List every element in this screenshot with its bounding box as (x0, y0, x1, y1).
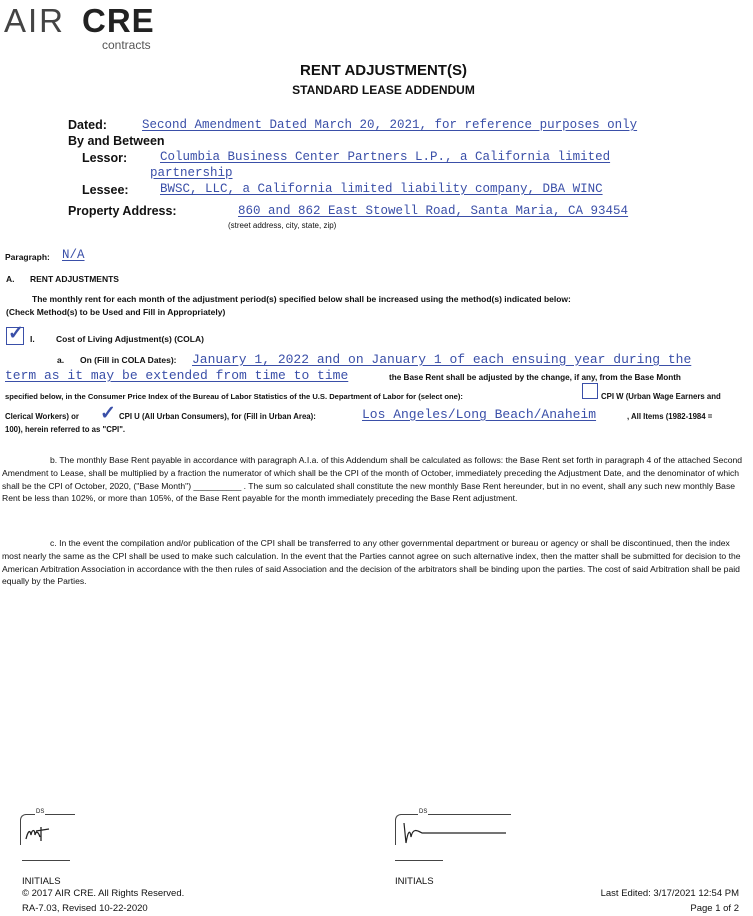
cpiw-checkbox[interactable] (582, 383, 598, 399)
initials-signature-right-icon (398, 817, 510, 847)
paragraph-field[interactable]: N/A (62, 248, 85, 262)
cola-a-text3: Clerical Workers) or (5, 412, 79, 421)
last-edited: Last Edited: 3/17/2021 12:54 PM (600, 888, 739, 899)
cola-c-paragraph: c. In the event the compilation and/or publication of the CPI shall be transferred to any other governmental department or bureau or agency or shall be discontinued, then the index most nearly the same as the CPI shall be used to make such calculation. In the event that the Parties cannot agree on such alternative index, then the matter shall be submitted for decision to the American Arbitration Association in accordance with the then rules of said Association and the decision of the arbitrators shall be binding upon the parties. The cost of said Arbitration shall be paid equally by the Parties. (2, 538, 741, 587)
logo-air: AIR (4, 2, 66, 39)
logo-contracts: contracts (102, 38, 151, 52)
aircre-logo (4, 2, 174, 54)
lessor-field-line2[interactable]: partnership (150, 166, 233, 180)
initials-label-right: INITIALS (395, 876, 434, 887)
cola-a-text1: the Base Rent shall be adjusted by the change, if any, from the Base Month (389, 373, 681, 382)
section-a-num: A. (6, 274, 15, 284)
dated-label: Dated: (68, 118, 107, 132)
dated-field[interactable]: Second Amendment Dated March 20, 2021, for reference purposes only (142, 118, 638, 132)
cola-b-paragraph: b. The monthly Base Rent payable in accordance with paragraph A.I.a. of this Addendum shall be calculated as follows: the Base Rent set forth in paragraph 4 of the attached Second Amendment to Lease, shall be multiplied by a fraction the numerator of which shall be the CPI of the month of October, immediately preceding the Adjustment Date, and the denominator of which shall be the CPI of October, 2020, ("Base Month") __________ . The sum so calculated shall constitute the new monthly Base Rent hereunder, but in no event, shall any such new monthly Base Rent be less than 102%, or more than 105%, of the Base Rent payable for the month immediately preceding the Base Rent adjustment. (2, 455, 743, 504)
cola-a-prefix: On (Fill in COLA Dates): (80, 355, 177, 365)
cola-a-text2: specified below, in the Consumer Price Index of the Bureau of Labor Statistics of the U.S. Department of Labor for (select one): (5, 392, 463, 401)
initials-line-left (22, 860, 70, 861)
cola-a-text4: 100), herein referred to as "CPI". (5, 425, 126, 434)
lessor-label: Lessor: (82, 151, 128, 165)
cola-dates-line1[interactable]: January 1, 2022 and on January 1 of each ensuing year during the (192, 352, 692, 367)
cola-a-text3b: , All Items (1982-1984 = (627, 412, 713, 421)
initials-signature-left-icon (23, 821, 57, 845)
property-label: Property Address: (68, 204, 177, 218)
cola-roman: I. (30, 334, 35, 344)
section-a-heading: RENT ADJUSTMENTS (30, 274, 119, 284)
ds-tag-right: DS (419, 809, 428, 815)
initials-label-left: INITIALS (22, 876, 61, 887)
cola-dates-line2[interactable]: term as it may be extended from time to time (5, 368, 349, 383)
section-a-instruction: (Check Method(s) to be Used and Fill in Appropriately) (6, 307, 226, 317)
urban-area-field[interactable]: Los Angeles/Long Beach/Anaheim (362, 407, 597, 422)
between-label: By and Between (68, 134, 165, 148)
page-title: RENT ADJUSTMENT(S) (300, 62, 467, 79)
initials-line-right (395, 860, 443, 861)
cola-checkbox[interactable] (6, 323, 24, 345)
initials-box-left[interactable] (20, 809, 75, 845)
lessee-field[interactable]: BWSC, LLC, a California limited liability company, DBA WINC (160, 182, 603, 196)
cola-checkmark-icon: ✓ (8, 323, 24, 344)
initials-box-right[interactable] (395, 809, 511, 845)
page-number: Page 1 of 2 (690, 903, 739, 914)
lessee-label: Lessee: (82, 183, 129, 197)
paragraph-label: Paragraph: (5, 252, 50, 262)
section-a-intro: The monthly rent for each month of the adjustment period(s) specified below shall be increased using the method(s) indicated below: (32, 294, 571, 304)
form-id: RA-7.03, Revised 10-22-2020 (22, 903, 148, 914)
cola-heading: Cost of Living Adjustment(s) (COLA) (56, 334, 204, 344)
cpiw-label: CPI W (Urban Wage Earners and (601, 392, 721, 401)
cpiu-label: CPI U (All Urban Consumers), for (Fill in Urban Area): (119, 412, 316, 421)
cpiu-checkmark-icon[interactable]: ✓ (100, 403, 116, 424)
copyright-text: © 2017 AIR CRE. All Rights Reserved. (22, 888, 185, 899)
cola-a-label: a. (57, 355, 65, 365)
property-hint: (street address, city, state, zip) (228, 221, 337, 230)
property-field[interactable]: 860 and 862 East Stowell Road, Santa Maria, CA 93454 (238, 204, 629, 218)
lessor-field-line1[interactable]: Columbia Business Center Partners L.P., a California limited (160, 150, 611, 164)
logo-cre: CRE (82, 2, 155, 39)
ds-tag-left: DS (36, 809, 45, 815)
page-subtitle: STANDARD LEASE ADDENDUM (292, 83, 475, 97)
